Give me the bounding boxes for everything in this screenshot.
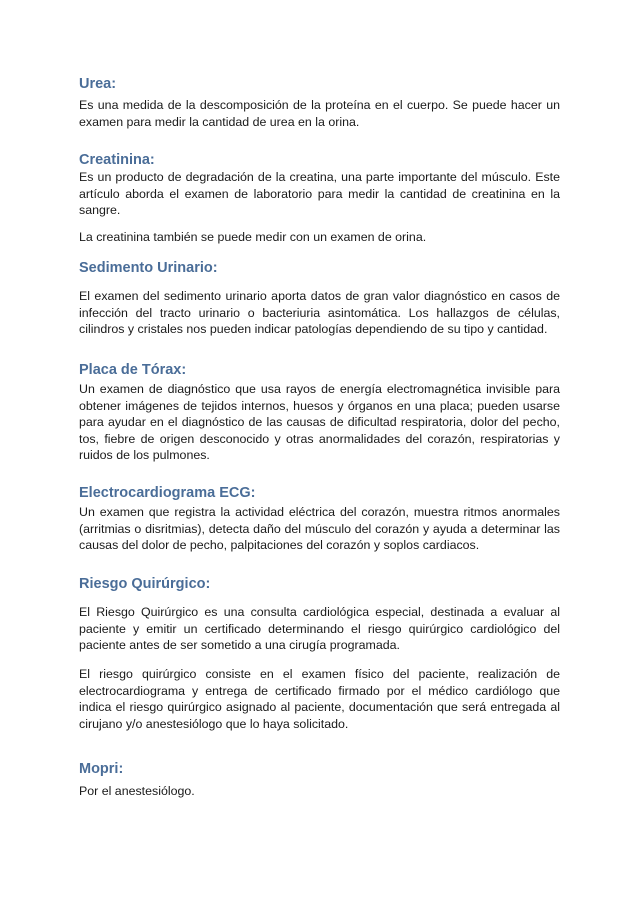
paragraph-urea: Es una medida de la descomposición de la proteína en el cuerpo. Se puede hacer un examen para medir la cantidad de urea en la orina. [79,98,560,129]
paragraph-mopri: Por el anestesiólogo. [79,784,195,798]
paragraph-creatinina-1: Es un producto de degradación de la creatina, una parte importante del músculo. Este artículo aborda el examen de laboratorio para medir la cantidad de creatinina en la sangre. [79,170,560,217]
heading-riesgo-quirurgico: Riesgo Quirúrgico: [79,576,211,592]
heading-placa-de-torax: Placa de Tórax: [79,362,187,378]
paragraph-riesgo-quirurgico-1: El Riesgo Quirúrgico es una consulta cardiológica especial, destinada a evaluar al paciente y emitir un certificado determinando el riesgo quirúrgico cardiológico del paciente antes de ser sometido a una cirugía programada. [79,605,560,652]
heading-creatinina: Creatinina: [79,152,155,168]
heading-electrocardiograma: Electrocardiograma ECG: [79,485,256,501]
heading-urea: Urea: [79,76,117,92]
heading-sedimento-urinario: Sedimento Urinario: [79,260,218,276]
heading-mopri: Mopri: [79,761,124,777]
paragraph-electrocardiograma: Un examen que registra la actividad eléctrica del corazón, muestra ritmos anormales (arritmias o disritmias), detecta daño del músculo del corazón y ayuda a determinar las causas del dolor de pecho, palpitaciones del corazón y soplos cardiacos. [79,505,560,552]
paragraph-creatinina-2: La creatinina también se puede medir con un examen de orina. [79,230,427,244]
paragraph-sedimento-urinario: El examen del sedimento urinario aporta datos de gran valor diagnóstico en casos de infección del tracto urinario o bacteriuria asintomática. Los hallazgos de células, cilindros y cristales nos pueden indicar patologías dependiendo de su tipo y cantidad. [79,289,560,336]
paragraph-placa-de-torax: Un examen de diagnóstico que usa rayos de energía electromagnética invisible para obtener imágenes de tejidos internos, huesos y órganos en una placa; pueden usarse para ayudar en el diagnóstico de las causas de dificultad respiratoria, dolor del pecho, tos, fiebre de origen desconocido y otras anormalidades del corazón, respiratorias y ruidos de los pulmones. [79,382,560,462]
paragraph-riesgo-quirurgico-2: El riesgo quirúrgico consiste en el examen físico del paciente, realización de electrocardiograma y entrega de certificado firmado por el médico cardiólogo que indica el riesgo quirúrgico asignado al paciente, documentación que será entregada al cirujano y/o anestesiólogo que lo haya solicitado. [79,667,560,731]
